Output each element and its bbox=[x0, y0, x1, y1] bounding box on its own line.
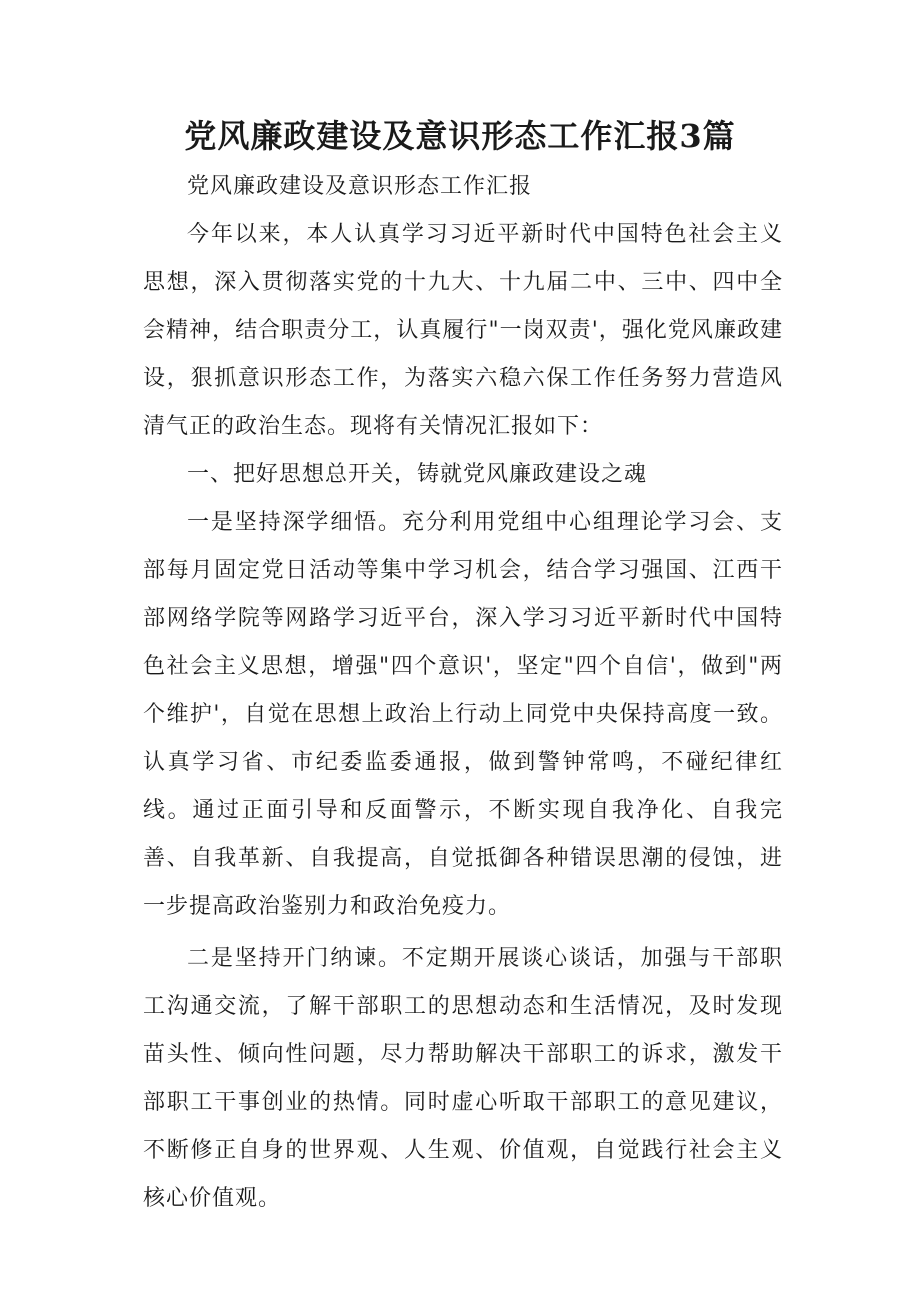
intro-paragraph: 今年以来，本人认真学习习近平新时代中国特色社会主义思想，深入贯彻落实党的十九大、十九届二中、三中、四中全会精神，结合职责分工，认真履行"一岗双责'，强化党风廉政建设，狠抓意识形态工作，为落实六稳六保工作任务努力营造风清气正的政治生态。现将有关情况汇报如下： bbox=[143, 222, 783, 439]
section-heading: 一、把好思想总开关，铸就党风廉政建设之魂 bbox=[187, 462, 648, 487]
point-one-paragraph: 一是坚持深学细悟。充分利用党组中心组理论学习会、支部每月固定党日活动等集中学习机会，结合学习强国、江西干部网络学院等网路学习近平台，深入学习习近平新时代中国特色社会主义思想，增强"四个意识'，坚定"四个自信'，做到"两个维护'，自觉在思想上政治上行动上同党中央保持高度一致。认真学习省、市纪委监委通报，做到警钟常鸣，不碰纪律红线。通过正面引导和反面警示，不断实现自我净化、自我完善、自我革新、自我提高，自觉抵御各种错误思潮的侵蚀，进一步提高政治鉴别力和政治免疫力。 bbox=[143, 510, 783, 919]
document-body bbox=[143, 163, 783, 1223]
document-title: 党风廉政建设及意识形态工作汇报3篇 bbox=[184, 117, 736, 155]
subtitle-paragraph: 党风廉政建设及意识形态工作汇报 bbox=[187, 174, 533, 199]
point-two-paragraph: 二是坚持开门纳谏。不定期开展谈心谈话，加强与干部职工沟通交流，了解干部职工的思想动态和生活情况，及时发现苗头性、倾向性问题，尽力帮助解决干部职工的诉求，激发干部职工干事创业的热情。同时虚心听取干部职工的意见建议，不断修正自身的世界观、人生观、价值观，自觉践行社会主义核心价值观。 bbox=[143, 946, 783, 1211]
